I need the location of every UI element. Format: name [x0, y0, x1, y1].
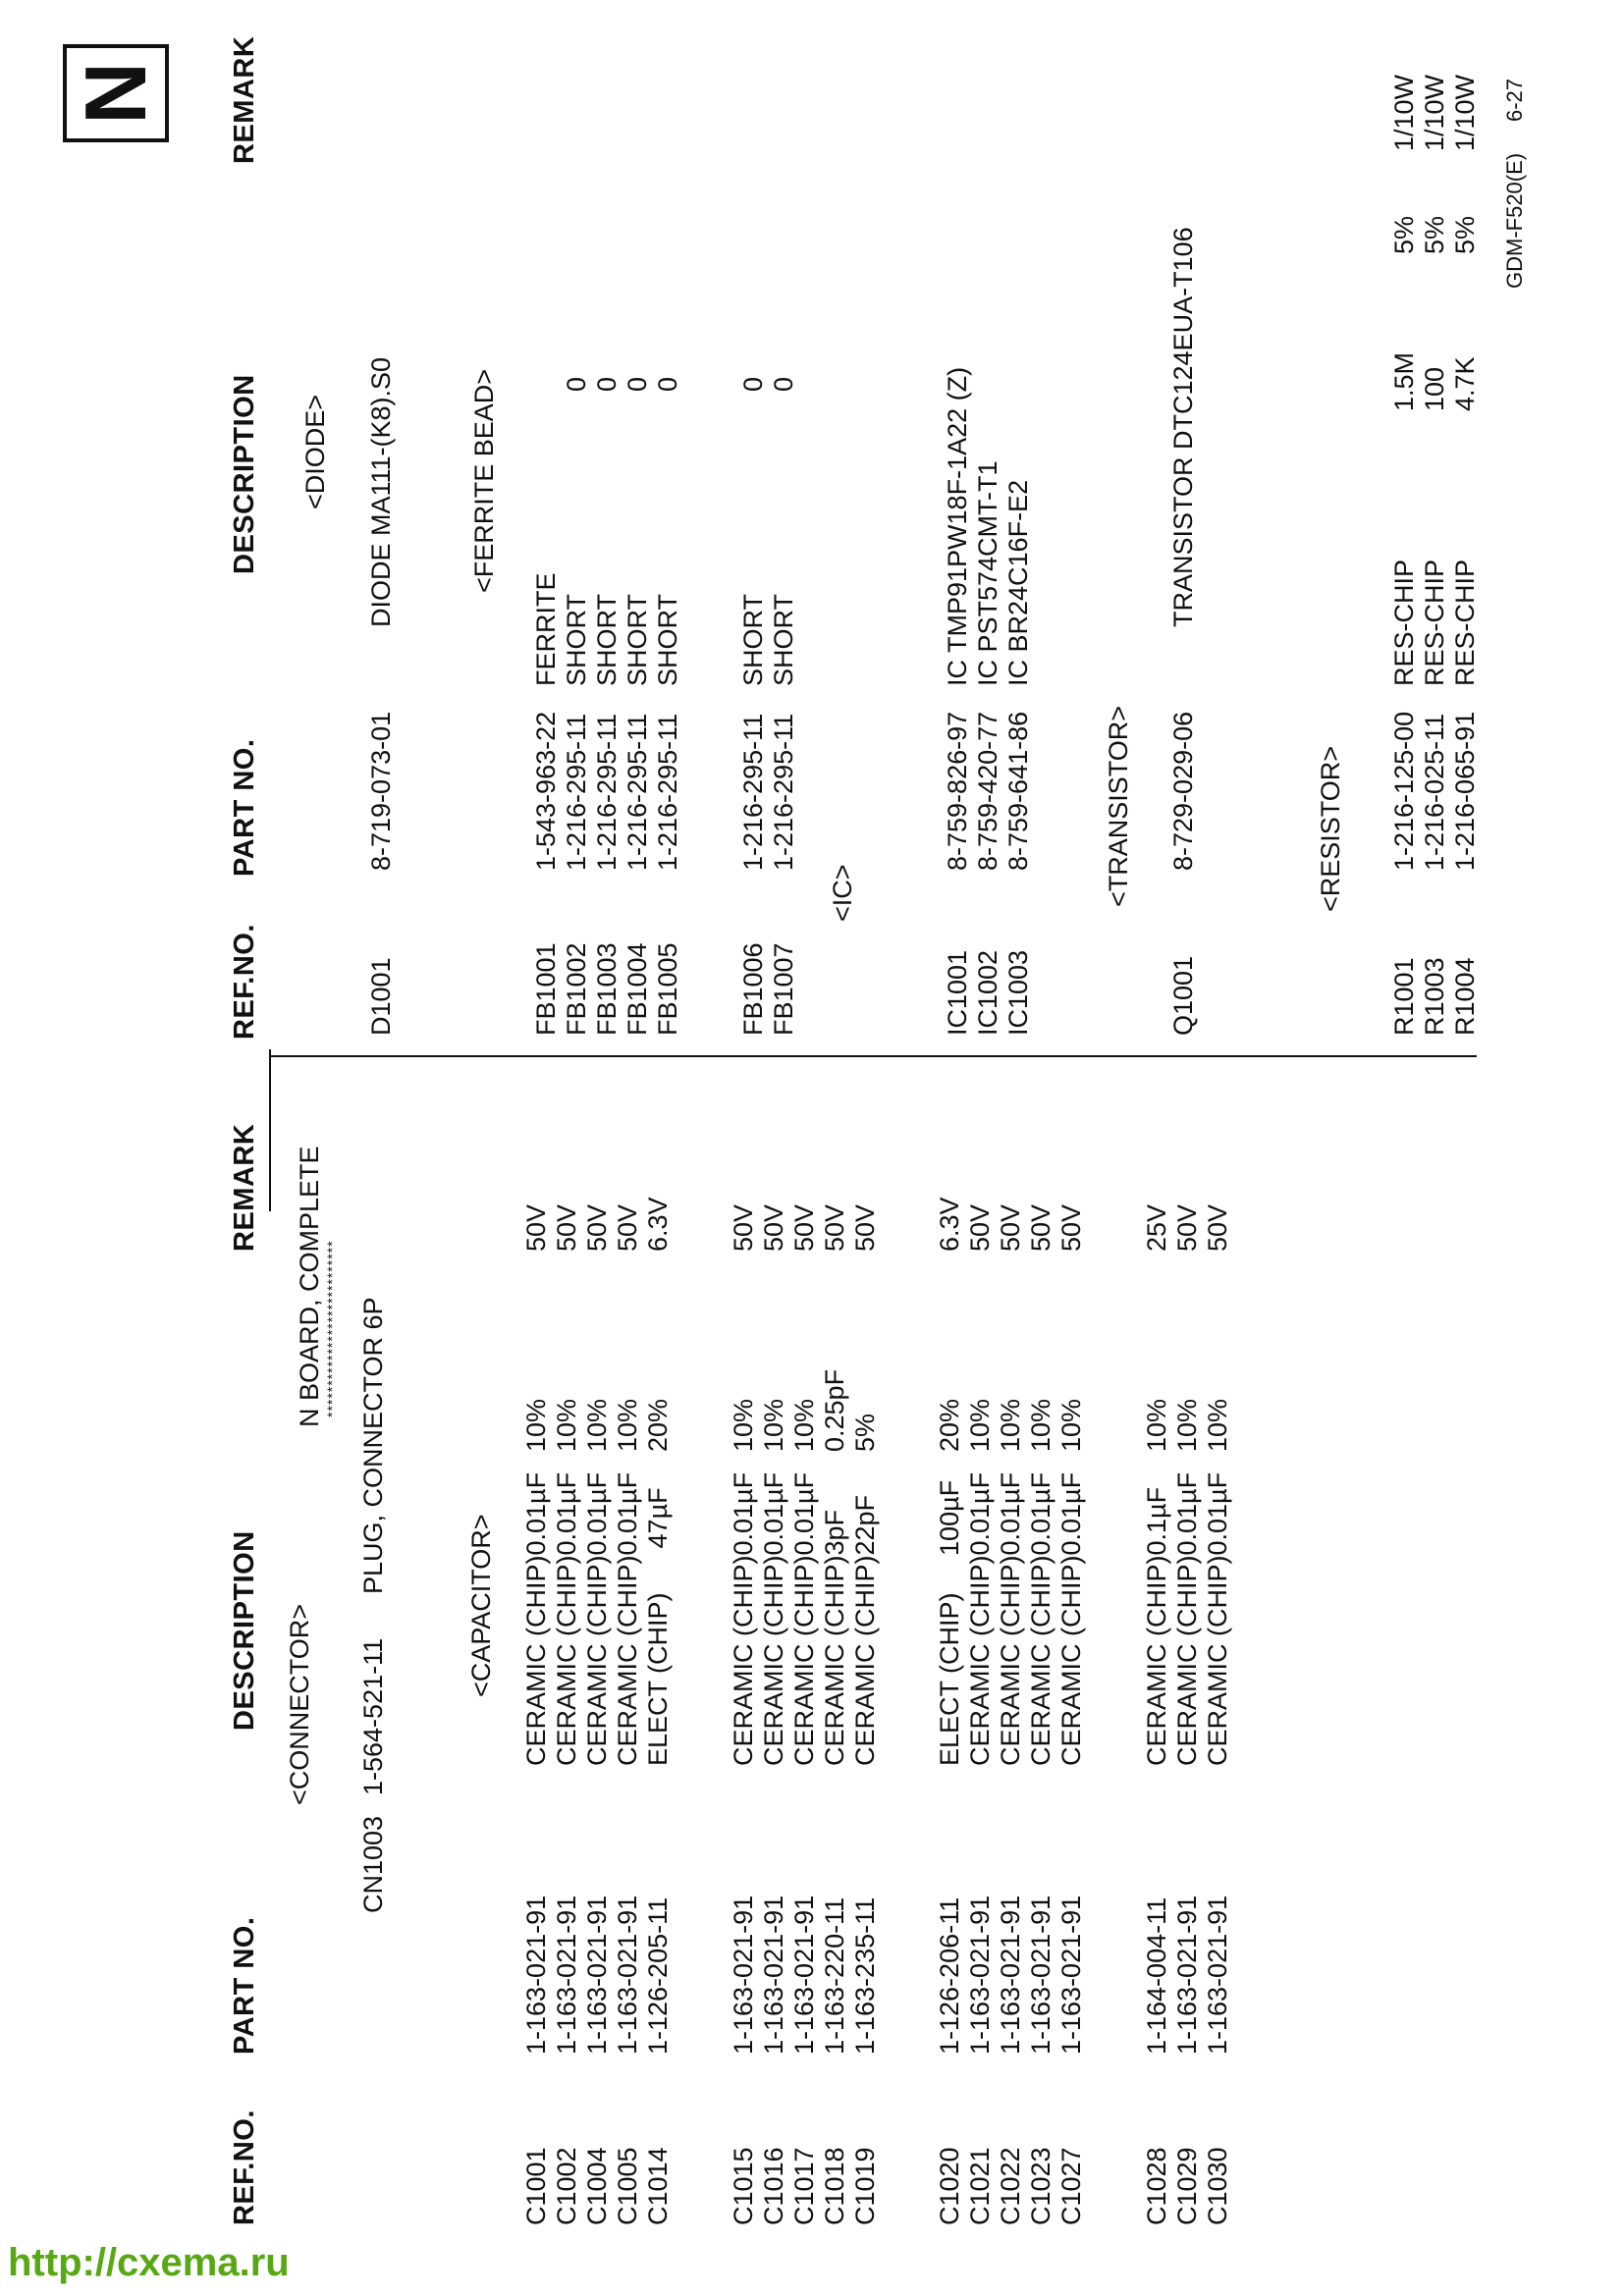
cap-tolerance: 20% [935, 1398, 964, 1452]
cap-desc: CERAMIC (CHIP)0.01µF [759, 1471, 788, 1766]
cap-ref: C1021 [965, 2147, 995, 2225]
cap-ref: C1029 [1172, 2147, 1202, 2225]
res-tolerance: 5% [1450, 215, 1480, 254]
cap-voltage: 6.3V [643, 1197, 673, 1252]
fb-value: 0 [622, 376, 652, 392]
res-value: 4.7K [1450, 356, 1480, 411]
cap-ref: C1005 [613, 2147, 642, 2225]
cap-part: 1-163-021-91 [552, 1895, 581, 2055]
cap-desc: CERAMIC (CHIP)0.01µF [996, 1471, 1025, 1766]
fb-desc: SHORT [562, 593, 591, 686]
cap-part: 1-163-235-11 [850, 1896, 880, 2055]
cap-tolerance: 10% [1026, 1398, 1055, 1452]
cap-desc: ELECT (CHIP) 47µF [643, 1487, 673, 1766]
cap-ref: C1027 [1056, 2147, 1086, 2225]
cap-desc: CERAMIC (CHIP)0.01µF [789, 1471, 819, 1766]
cap-desc: CERAMIC (CHIP)0.01µF [1172, 1471, 1202, 1766]
cap-part: 1-163-021-91 [789, 1895, 819, 2055]
res-tolerance: 5% [1420, 215, 1449, 254]
cap-ref: C1002 [552, 2147, 581, 2225]
res-desc: RES-CHIP [1389, 559, 1419, 686]
cap-ref: C1018 [820, 2147, 849, 2225]
fb-desc: SHORT [738, 593, 768, 686]
cap-tolerance: 10% [1203, 1398, 1232, 1452]
ferrite-bead-section-label: <FERRITE BEAD> [469, 368, 499, 593]
fb-ref: FB1001 [531, 942, 561, 1036]
cap-voltage: 50V [965, 1203, 995, 1252]
res-ref: R1004 [1450, 957, 1480, 1036]
cap-tolerance: 10% [1142, 1398, 1171, 1452]
connector-ref: CN1003 [358, 1815, 388, 1913]
ic-section-label: <IC> [828, 864, 857, 922]
left-header-remark: REMARK [229, 1123, 260, 1252]
cap-voltage: 50V [521, 1203, 551, 1252]
cap-ref: C1020 [935, 2147, 964, 2225]
board-letter: N [67, 62, 164, 125]
cap-tolerance: 10% [582, 1398, 612, 1452]
ic-desc: IC TMP91PW18F-1A22 (Z) [943, 366, 972, 686]
cap-voltage: 50V [820, 1203, 849, 1252]
left-header-divider [269, 1049, 271, 1211]
cap-ref: C1015 [729, 2147, 758, 2225]
res-power: 1/10W [1389, 74, 1419, 151]
fb-value: 0 [738, 376, 768, 392]
capacitor-section-label: <CAPACITOR> [466, 1514, 496, 1697]
transistor-ref: Q1001 [1168, 955, 1198, 1036]
connector-desc: PLUG, CONNECTOR 6P [358, 1297, 388, 1594]
cap-part: 1-163-021-91 [521, 1895, 551, 2055]
left-header-ref: REF.NO. [229, 2109, 260, 2225]
cap-tolerance: 10% [965, 1398, 995, 1452]
right-header-ref: REF.NO. [229, 924, 260, 1040]
cap-desc: CERAMIC (CHIP)0.01µF [1056, 1471, 1086, 1766]
cap-ref: C1022 [996, 2147, 1025, 2225]
ic-ref: IC1001 [943, 949, 972, 1036]
fb-part: 1-216-295-11 [738, 713, 768, 871]
res-ref: R1003 [1420, 957, 1449, 1036]
ic-desc: IC BR24C16F-E2 [1003, 479, 1033, 686]
res-value: 100 [1420, 366, 1449, 411]
connector-section-label: <CONNECTOR> [285, 1603, 314, 1805]
cap-part: 1-163-021-91 [759, 1895, 788, 2055]
cap-voltage: 50V [1026, 1203, 1055, 1252]
resistor-section-label: <RESISTOR> [1316, 745, 1345, 912]
fb-ref: FB1003 [592, 942, 622, 1036]
board-title: N BOARD, COMPLETE [295, 1146, 324, 1427]
cap-voltage: 50V [613, 1203, 642, 1252]
cap-desc: CERAMIC (CHIP)0.1µF [1142, 1486, 1171, 1766]
fb-value: 0 [653, 376, 682, 392]
cap-desc: CERAMIC (CHIP)0.01µF [613, 1471, 642, 1766]
cap-ref: C1004 [582, 2147, 612, 2225]
cap-tolerance: 10% [729, 1398, 758, 1452]
cap-voltage: 50V [759, 1203, 788, 1252]
fb-part: 1-216-295-11 [562, 713, 591, 871]
diode-part: 8-719-073-01 [366, 711, 396, 871]
cap-voltage: 25V [1142, 1203, 1171, 1252]
cap-tolerance: 5% [850, 1413, 880, 1452]
center-column-divider [269, 1055, 1477, 1057]
footer-page: 6-27 [1502, 78, 1527, 122]
transistor-section-label: <TRANSISTOR> [1104, 705, 1133, 907]
res-power: 1/10W [1450, 74, 1480, 151]
cap-part: 1-164-004-11 [1142, 1896, 1171, 2055]
cap-tolerance: 0.25pF [820, 1368, 849, 1452]
cap-tolerance: 10% [1056, 1398, 1086, 1452]
cap-tolerance: 10% [521, 1398, 551, 1452]
res-power: 1/10W [1420, 74, 1449, 151]
cap-tolerance: 10% [789, 1398, 819, 1452]
cap-tolerance: 20% [643, 1398, 673, 1452]
cap-desc: ELECT (CHIP) 100µF [935, 1479, 964, 1766]
cap-ref: C1017 [789, 2147, 819, 2225]
board-title-stars: **************************** [324, 1240, 340, 1417]
ic-part: 8-759-420-77 [973, 711, 1002, 871]
cap-tolerance: 10% [996, 1398, 1025, 1452]
cap-part: 1-163-021-91 [1203, 1895, 1232, 2055]
cap-voltage: 50V [850, 1203, 880, 1252]
fb-ref: FB1005 [653, 942, 682, 1036]
res-part: 1-216-065-91 [1450, 711, 1480, 871]
cap-part: 1-163-021-91 [1056, 1895, 1086, 2055]
diode-desc: DIODE MA111-(K8).S0 [366, 356, 396, 627]
fb-value: 0 [562, 376, 591, 392]
fb-part: 1-216-295-11 [592, 713, 622, 871]
cap-voltage: 50V [996, 1203, 1025, 1252]
cap-ref: C1028 [1142, 2147, 1171, 2225]
fb-part: 1-216-295-11 [653, 713, 682, 871]
cap-ref: C1014 [643, 2147, 673, 2225]
fb-desc: FERRITE [531, 572, 561, 686]
cap-part: 1-163-021-91 [613, 1895, 642, 2055]
fb-ref: FB1006 [738, 942, 768, 1036]
transistor-part: 8-729-029-06 [1168, 711, 1198, 871]
cap-desc: CERAMIC (CHIP)0.01µF [521, 1471, 551, 1766]
board-letter-logo [63, 44, 169, 142]
cap-tolerance: 10% [1172, 1398, 1202, 1452]
right-header-desc: DESCRIPTION [229, 374, 260, 574]
cap-part: 1-126-205-11 [643, 1896, 673, 2055]
res-desc: RES-CHIP [1450, 559, 1480, 686]
fb-desc: SHORT [592, 593, 622, 686]
cap-ref: C1019 [850, 2147, 880, 2225]
fb-part: 1-216-295-11 [622, 713, 652, 871]
cap-voltage: 50V [729, 1203, 758, 1252]
cap-voltage: 50V [1172, 1203, 1202, 1252]
cap-part: 1-163-021-91 [729, 1895, 758, 2055]
cap-desc: CERAMIC (CHIP)0.01µF [965, 1471, 995, 1766]
res-part: 1-216-125-00 [1389, 711, 1419, 871]
fb-value: 0 [592, 376, 622, 392]
cap-tolerance: 10% [759, 1398, 788, 1452]
diode-ref: D1001 [366, 957, 396, 1036]
ic-part: 8-759-641-86 [1003, 711, 1033, 871]
cap-desc: CERAMIC (CHIP)0.01µF [729, 1471, 758, 1766]
ic-part: 8-759-826-97 [943, 711, 972, 871]
fb-ref: FB1007 [769, 942, 798, 1036]
diode-section-label: <DIODE> [300, 394, 330, 509]
source-url-link[interactable]: http://cxema.ru [8, 2241, 290, 2284]
ic-ref: IC1002 [973, 949, 1002, 1036]
cap-part: 1-163-021-91 [582, 1895, 612, 2055]
cap-ref: C1016 [759, 2147, 788, 2225]
cap-desc: CERAMIC (CHIP)0.01µF [1203, 1471, 1232, 1766]
fb-part: 1-543-963-22 [531, 711, 561, 871]
res-value: 1.5M [1389, 351, 1419, 411]
ic-ref: IC1003 [1003, 949, 1033, 1036]
cap-ref: C1023 [1026, 2147, 1055, 2225]
fb-ref: FB1004 [622, 942, 652, 1036]
cap-desc: CERAMIC (CHIP)0.01µF [552, 1471, 581, 1766]
transistor-desc: TRANSISTOR DTC124EUA-T106 [1168, 227, 1198, 627]
fb-value: 0 [769, 376, 798, 392]
cap-part: 1-163-021-91 [965, 1895, 995, 2055]
res-part: 1-216-025-11 [1420, 713, 1449, 871]
connector-part: 1-564-521-11 [358, 1637, 388, 1795]
cap-desc: CERAMIC (CHIP)22pF [850, 1494, 880, 1766]
cap-voltage: 50V [582, 1203, 612, 1252]
fb-desc: SHORT [653, 593, 682, 686]
left-header-desc: DESCRIPTION [229, 1530, 260, 1731]
cap-voltage: 50V [789, 1203, 819, 1252]
footer-model: GDM-F520(E) [1502, 152, 1527, 289]
res-ref: R1001 [1389, 957, 1419, 1036]
right-header-remark: REMARK [229, 35, 260, 164]
fb-part: 1-216-295-11 [769, 713, 798, 871]
cap-ref: C1001 [521, 2147, 551, 2225]
cap-part: 1-163-021-91 [1172, 1895, 1202, 2055]
left-header-part: PART NO. [229, 1916, 260, 2055]
cap-part: 1-163-220-11 [820, 1896, 849, 2055]
cap-desc: CERAMIC (CHIP)3pF [820, 1509, 849, 1766]
cap-voltage: 50V [1203, 1203, 1232, 1252]
cap-part: 1-163-021-91 [1026, 1895, 1055, 2055]
cap-ref: C1030 [1203, 2147, 1232, 2225]
cap-voltage: 6.3V [935, 1197, 964, 1252]
cap-voltage: 50V [1056, 1203, 1086, 1252]
cap-tolerance: 10% [613, 1398, 642, 1452]
res-desc: RES-CHIP [1420, 559, 1449, 686]
cap-desc: CERAMIC (CHIP)0.01µF [1026, 1471, 1055, 1766]
cap-tolerance: 10% [552, 1398, 581, 1452]
fb-desc: SHORT [622, 593, 652, 686]
res-tolerance: 5% [1389, 215, 1419, 254]
cap-part: 1-163-021-91 [996, 1895, 1025, 2055]
cap-part: 1-126-206-11 [935, 1896, 964, 2055]
ic-desc: IC PST574CMT-T1 [973, 460, 1002, 686]
cap-desc: CERAMIC (CHIP)0.01µF [582, 1471, 612, 1766]
cap-voltage: 50V [552, 1203, 581, 1252]
fb-desc: SHORT [769, 593, 798, 686]
fb-ref: FB1002 [562, 942, 591, 1036]
right-header-part: PART NO. [229, 738, 260, 877]
